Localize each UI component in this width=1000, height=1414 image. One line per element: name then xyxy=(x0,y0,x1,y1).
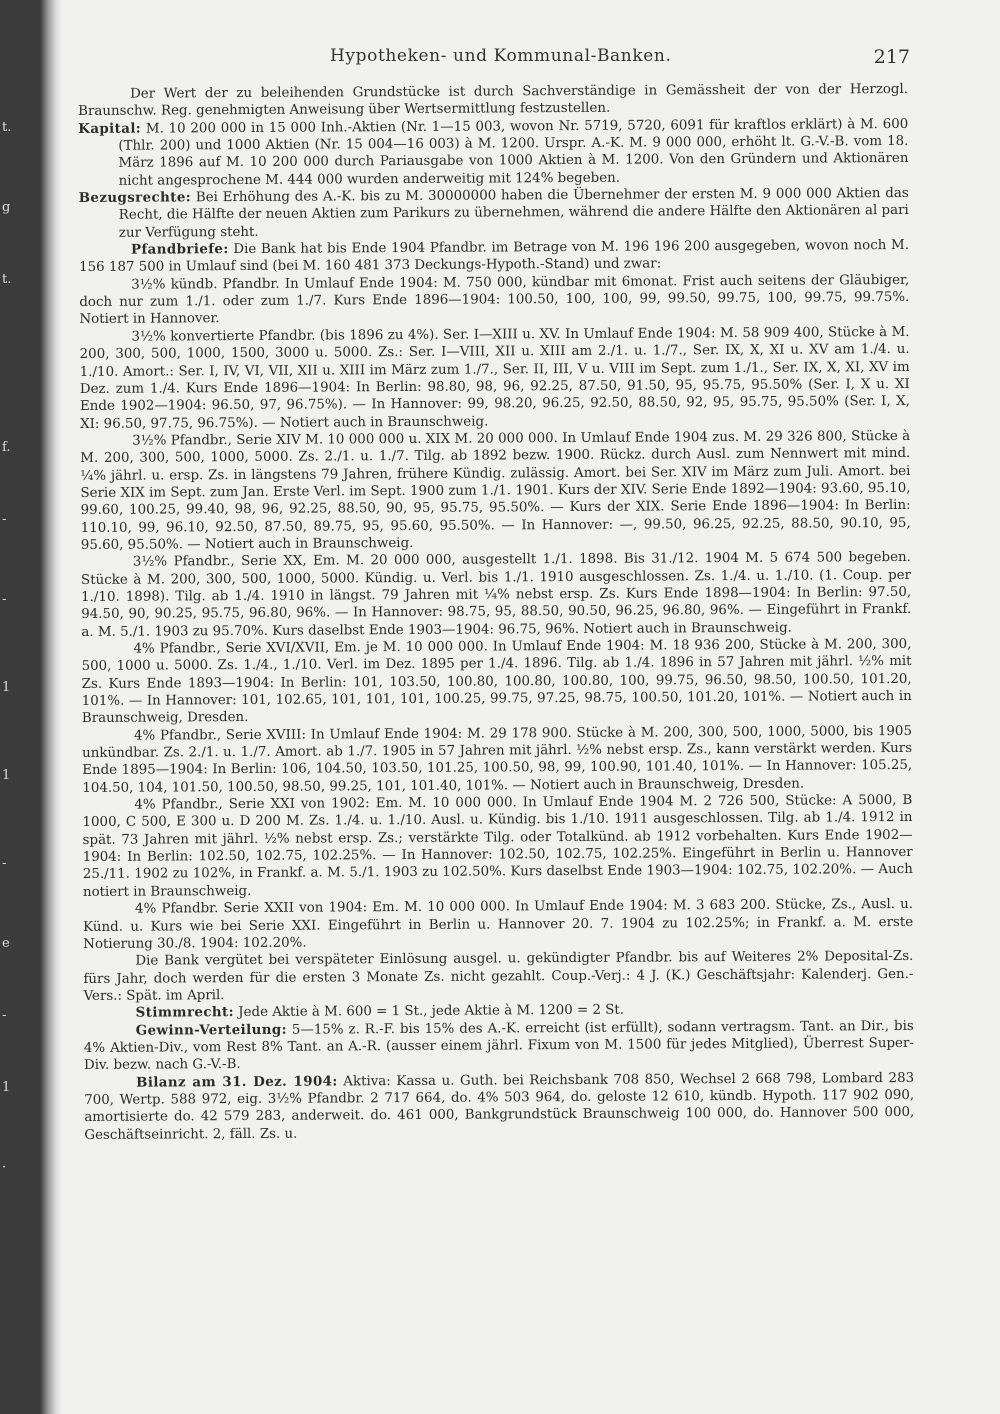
paragraph xyxy=(80,428,911,554)
margin-mark: 1 xyxy=(2,680,11,695)
paragraph xyxy=(83,948,913,1005)
margin-mark: 1 xyxy=(2,768,11,783)
paragraph-text: 4% Pfandbr., Serie XXI von 1902: Em. M. 10 000 000. In Umlauf Ende 1904 M. 2 726 500, Stücke: A 5000, B 1000, C 500, E 300 u. D 200 M. Zs. 1./4. u. 1./10. Ausl. u. Kündig. bis 1./10. 1911 ausgeschlossen. Tilg. ab 1./4. 1912 in spät. 73 Jahren mit jährl. ½% nebst ersp. Zs.; verstärkte Tilg. oder Totalkünd. ab 1912 vorbehalten. Kurs Ende 1902—1904: In Berlin: 102.50, 102.75, 102.25%. — In Hannover: 102.50, 102.75, 102.25%. Eingeführt in Berlin u. Hannover 25./11. 1902 zu 102%, in Frankf. a. M. 5./1. 1903 zu 102.50%. Kurs daselbst Ende 1903—1904: 102.75, 102.20%. — Auch notiert in Braunschweig. xyxy=(82,793,913,900)
paragraph xyxy=(78,116,908,190)
paragraph-text: 4% Pfandbr. Serie XXII von 1904: Em. M. 10 000 000. In Umlauf Ende 1904: M. 3 683 200. Stücke, Zs., Ausl. u. Künd. u. Kurs wie bei Serie XXI. Eingeführt in Berlin u. Hannover 20. 7. 1904 zu 102.25%; in Frankf. a. M. erste Notierung 30./8. 1904: 102.20%. xyxy=(83,897,914,952)
paragraph-text: 5—15% z. R.-F. bis 15% des A.-K. erreicht (ist erfüllt), sodann vertragsm. Tant. an Dir., bis 4% Aktien-Div., vom Rest 8% Tant. an A.-R. (ausser einem jährl. Fixum von M. 1500 für jedes Mitglied), Überrest Super-Div. bezw. nach G.-V.-B. xyxy=(83,1018,914,1074)
paragraph-text: Die Bank hat bis Ende 1904 Pfandbr. im Betrage von M. 196 196 200 ausgegeben, wovon noch M. 156 187 500 in Umlauf sind (bei M. 160 481 373 Deckungs-Hypoth.-Stand) und zwar: xyxy=(79,238,910,276)
margin-mark: t. xyxy=(2,272,12,287)
paragraph xyxy=(82,723,912,797)
paragraph xyxy=(84,1070,914,1144)
paragraph-text: 3½% konvertierte Pfandbr. (bis 1896 zu 4%). Ser. I—XIII u. XV. In Umlauf Ende 1904: M. 58 909 400, Stücke à M. 200, 300, 500, 1000, 1500, 3000 u. 5000. Zs.: Ser. I—VIII, XII u. XIII am 2./1. u. 1./7., Ser. IX, X, XI u. XV am 1./4. u. 1./10. Amort.: Ser. I, IV, VI, VII, XII u. XIII im März zum 1./7., Ser. II, III, V u. VIII im Sept. zum 1./1., Ser. IX, X, XI, XV im Dez. zum 1./4. Kurs Ende 1896—1904: In Berlin: 98.80, 98, 96, 92.25, 87.50, 91.50, 95, 95.75, 95.50% (Ser. I, X u. XI Ende 1902—1904: 96.50, 97, 96.75%). — In Hannover: 99, 98.20, 96.25, 92.50, 88.50, 92, 95, 95.75, 95.50% (Ser. I, X, XI: 96.50, 97.75, 96.75%). — Notiert auch in Braunschweig. xyxy=(79,324,910,432)
margin-mark: e xyxy=(2,936,10,951)
paragraph xyxy=(78,81,908,121)
paragraph-lead: Bezugsrechte: xyxy=(78,189,192,207)
paragraph-lead: Kapital: xyxy=(78,120,142,137)
paragraph-text: 3½% Pfandbr., Serie XIV M. 10 000 000 u. XIX M. 20 000 000. In Umlauf Ende 1904 zus. M. 29 326 800, Stücke à M. 200, 300, 500, 1000, 5000. Zs. 2./1. u. 1./7. Tilg. ab 1892 bezw. 1900. Rückz. durch Ausl. zum Nennwert mit mind. ¼% jährl. u. ersp. Zs. in längstens 79 Jahren, frühere Kündig. zulässig. Amort. bei Ser. XIV im März zum Juli. Amort. bei Serie XIX im Sept. zum Jan. Erste Verl. im Sept. 1900 zum 1./1. 1901. Kurs der XIV. Serie Ende 1892—1904: 93.60, 95.10, 99.60, 100.25, 99.40, 98, 96, 92.25, 88.50, 90, 95, 95.75, 95.50%. — Kurs der XIX. Serie Ende 1896—1904: In Berlin: 110.10, 99, 96.10, 92.50, 87.50, 89.75, 95, 95.60, 95.50%. — In Hannover: —, 99.50, 96.25, 92.25, 88.50, 90.10, 95, 95.60, 95.50%. — Notiert auch in Braunschweig. xyxy=(80,428,911,553)
page-number: 217 xyxy=(873,46,910,68)
paragraph-text: Bei Erhöhung des A.-K. bis zu M. 30000000 haben die Übernehmer der ersten M. 9 000 000 Aktien das Recht, die Hälfte der neuen Aktien zum Parikurs zu übernehmen, während die andere Hälfte den Aktionären al pari zur Verfügung steht. xyxy=(118,185,909,241)
paragraph-text: 3½% kündb. Pfandbr. In Umlauf Ende 1904: M. 750 000, kündbar mit 6monat. Frist auch seitens der Gläubiger, doch nur zum 1./1. oder zum 1./7. Kurs Ende 1896—1904: 100.50, 100, 100, 99, 99.50, 99.75, 100, 99.75, 99.75%. Notiert in Hannover. xyxy=(79,272,910,328)
margin-mark: · xyxy=(2,1160,7,1175)
margin-mark: - xyxy=(2,1008,7,1023)
paragraph xyxy=(79,272,909,329)
paragraph xyxy=(79,324,910,433)
running-title: Hypotheken- und Kommunal-Banken. xyxy=(330,46,672,66)
paragraph-lead: Stimmrecht: xyxy=(135,1004,234,1021)
margin-mark: - xyxy=(2,856,7,871)
paragraph-text: Der Wert der zu beleihenden Grundstücke ist durch Sachverständige in Gemässheit der von der Herzogl. Braunschw. Reg. genehmigten Anweisung über Wertsermittlung festzustellen. xyxy=(78,81,909,120)
paragraph-lead: Pfandbriefe: xyxy=(130,241,229,258)
paragraph xyxy=(81,549,912,641)
margin-mark: - xyxy=(2,512,7,527)
paragraph-text: 3½% Pfandbr., Serie XX, Em. M. 20 000 000, ausgestellt 1./1. 1898. Bis 31./12. 1904 M. 5 674 500 begeben. Stücke à M. 200, 300, 500, 1000, 5000. Kündig. u. Verl. bis 1./1. 1910 ausgeschlossen. Zs. 1./4. u. 1./10. (1. Coup. per 1./10. 1898). Tilg. ab 1./4. 1910 in längst. 79 Jahren mit ¼% nebst ersp. Zs. Kurs Ende 1898—1904: In Berlin: 97.50, 94.50, 90, 90.25, 95.75, 96.80, 96%. — In Hannover: 98.75, 95, 88.50, 90.50, 96.25, 96.80, 96%. — Eingeführt in Frankf. a. M. 5./1. 1903 zu 95.70%. Kurs daselbst Ende 1903—1904: 96.75, 96%. Notiert auch in Braunschweig. xyxy=(80,550,912,640)
margin-mark: - xyxy=(2,592,7,607)
page-header xyxy=(120,46,910,74)
paragraph-text: M. 10 200 000 in 15 000 Inh.-Aktien (Nr. 1—15 003, wovon Nr. 5719, 5720, 6091 für kraftlos erklärt) à M. 600 (Thlr. 200) und 1000 Aktien (Nr. 15 004—16 003) à M. 1200. Urspr. A.-K. M. 9 000 000, erhöht lt. G.-V.-B. vom 18. März 1896 auf M. 10 200 000 durch Pariausgabe von 1000 Aktien à M. 1200. Von den Gründern und Aktionären nicht angesprochene M. 444 000 wurden anderweitig mit 124% begeben. xyxy=(118,116,909,189)
paragraph-text: Aktiva: Kassa u. Guth. bei Reichsbank 708 850, Wechsel 2 668 798, Lombard 283 700, Wertp. 588 972, eig. 3½% Pfandbr. 2 717 664, do. 4% 503 964, do. geloste 12 610, kündb. Hypoth. 117 902 090, amortisierte do. 42 579 283, anderweit. do. 461 000, Bankgrundstück Braunschweig 100 000, do. Hannover 500 000, Geschäftseinricht. 2, fäll. Zs. u. xyxy=(84,1070,915,1143)
paragraph-text: Jede Aktie à M. 600 = 1 St., jede Aktie à M. 1200 = 2 St. xyxy=(233,1002,625,1021)
margin-mark: t. xyxy=(2,120,12,135)
paragraph xyxy=(79,237,909,277)
paragraph-lead: Gewinn-Verteilung: xyxy=(135,1021,288,1039)
paragraph-lead: Bilanz am 31. Dez. 1904: xyxy=(136,1073,338,1091)
page-body xyxy=(78,81,914,1144)
margin-mark: 1 xyxy=(2,1080,11,1095)
margin-mark: g xyxy=(2,200,11,215)
margin-mark: f. xyxy=(2,440,11,455)
paragraph xyxy=(82,792,913,901)
paragraph xyxy=(84,1017,914,1074)
paragraph xyxy=(83,896,913,953)
paragraph xyxy=(79,185,909,242)
paragraph-text: 4% Pfandbr., Serie XVIII: In Umlauf Ende 1904: M. 29 178 900. Stücke à M. 200, 300, 500, 1000, 5000, bis 1905 unkündbar. Zs. 2./1. u. 1./7. Amort. ab 1./7. 1905 in 57 Jahren mit jährl. ½% nebst ersp. Zs., kann verstärkt werden. Kurs Ende 1895—1904: In Berlin: 106, 104.50, 103.50, 101.25, 100.50, 98, 99, 100.90, 101.40, 101%. — In Hannover: 105.25, 104.50, 104, 101.50, 100.50, 98.50, 99.25, 101, 101.40, 101%. — Notiert auch in Braunschweig, Dresden. xyxy=(82,723,913,796)
paragraph-text: 4% Pfandbr., Serie XVI/XVII, Em. je M. 10 000 000. In Umlauf Ende 1904: M. 18 936 200, Stücke à M. 200, 300, 500, 1000 u. 5000. Zs. 1./4., 1./10. Verl. im Dez. 1895 per 1./4. 1896. Tilg. ab 1./4. 1896 in 57 Jahren mit jährl. ½% mit Zs. Kurs Ende 1893—1904: In Berlin: 101, 103.50, 100.80, 100.80, 100.80, 100, 99.75, 96.50, 98.50, 100.50, 101.20, 101%. — In Hannover: 101, 102.65, 101, 101, 101, 100.25, 99.75, 97.25, 98.75, 100.50, 101.20, 101%. — Notiert auch in Braunschweig, Dresden. xyxy=(81,636,912,727)
paragraph-text: Die Bank vergütet bei verspäteter Einlösung ausgel. u. gekündigter Pfandbr. bis auf Weiteres 2% Deposital-Zs. fürs Jahr, doch werden für die ersten 3 Monate Zs. nicht gezahlt. Coup.-Verj.: 4 J. (K.) Geschäftsjahr: Kalenderj. Gen.-Vers.: Spät. im April. xyxy=(83,949,914,1004)
paragraph xyxy=(81,636,912,728)
